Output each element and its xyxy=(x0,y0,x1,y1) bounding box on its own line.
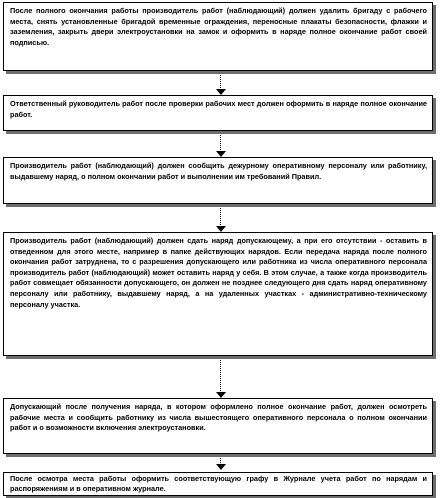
step-4-box xyxy=(3,232,433,356)
step-3-text: Производитель работ (наблюдающий) должен сообщить дежурному оперативному персоналу или работнику, выдавшему наряд, о полном окончании работ и выполнении им требований Правил. xyxy=(10,161,427,181)
step-5-text: Допускающий после получения наряда, в котором оформлено полное окончание работ, должен осмотреть рабочие места и сообщить работнику из числа вышестоящего оперативного персонала о полном окончании работ и о возможности включения электроустановки. xyxy=(10,402,427,433)
step-2-text: Ответственный руководитель работ после проверки рабочих мест должен оформить в наряде полное окончание работ. xyxy=(10,99,427,119)
arrow-1 xyxy=(216,75,226,95)
arrow-4 xyxy=(216,360,226,398)
step-3-box xyxy=(3,157,433,204)
step-4-text: Производитель работ (наблюдающий) должен сдать наряд допускающему, а при его отсутствии - оставить в отведенном для этого месте, например в папке действующих нарядов. Если передача наряда после полного окончания работ затруднена, то с разрешения допускающего или работника из числа оперативного персонала производитель работ (наблюдающий) может оставить наряд у себя. В этом случае, а также когда производитель работ совмещает обязанности допускающего, он должен не позднее следующего дня сдать наряд оперативному персоналу или работнику, выдавшему наряд, а на удаленных участках - административно-техническому персоналу участка. xyxy=(10,236,427,309)
step-2-box xyxy=(3,95,433,131)
step-6-box xyxy=(3,472,433,496)
step-1-text: После полного окончания работы производитель работ (наблюдающий) должен удалить бригаду с рабочего места, снять установленные бригадой временные ограждения, переносные плакаты безопасности, флажки и заземления, закрыть двери электроустановки на замок и оформить в наряде полное окончание работ своей подписью. xyxy=(10,6,427,47)
step-6-text: После осмотра места работы оформить соответствующую графу в Журнале учета работ по нарядам и распоряжениям и в оперативном журнале. xyxy=(10,474,427,493)
step-5-box xyxy=(3,398,433,454)
arrow-5 xyxy=(216,458,226,470)
arrow-2 xyxy=(216,135,226,157)
step-1-box xyxy=(3,2,433,71)
arrow-3 xyxy=(216,208,226,232)
